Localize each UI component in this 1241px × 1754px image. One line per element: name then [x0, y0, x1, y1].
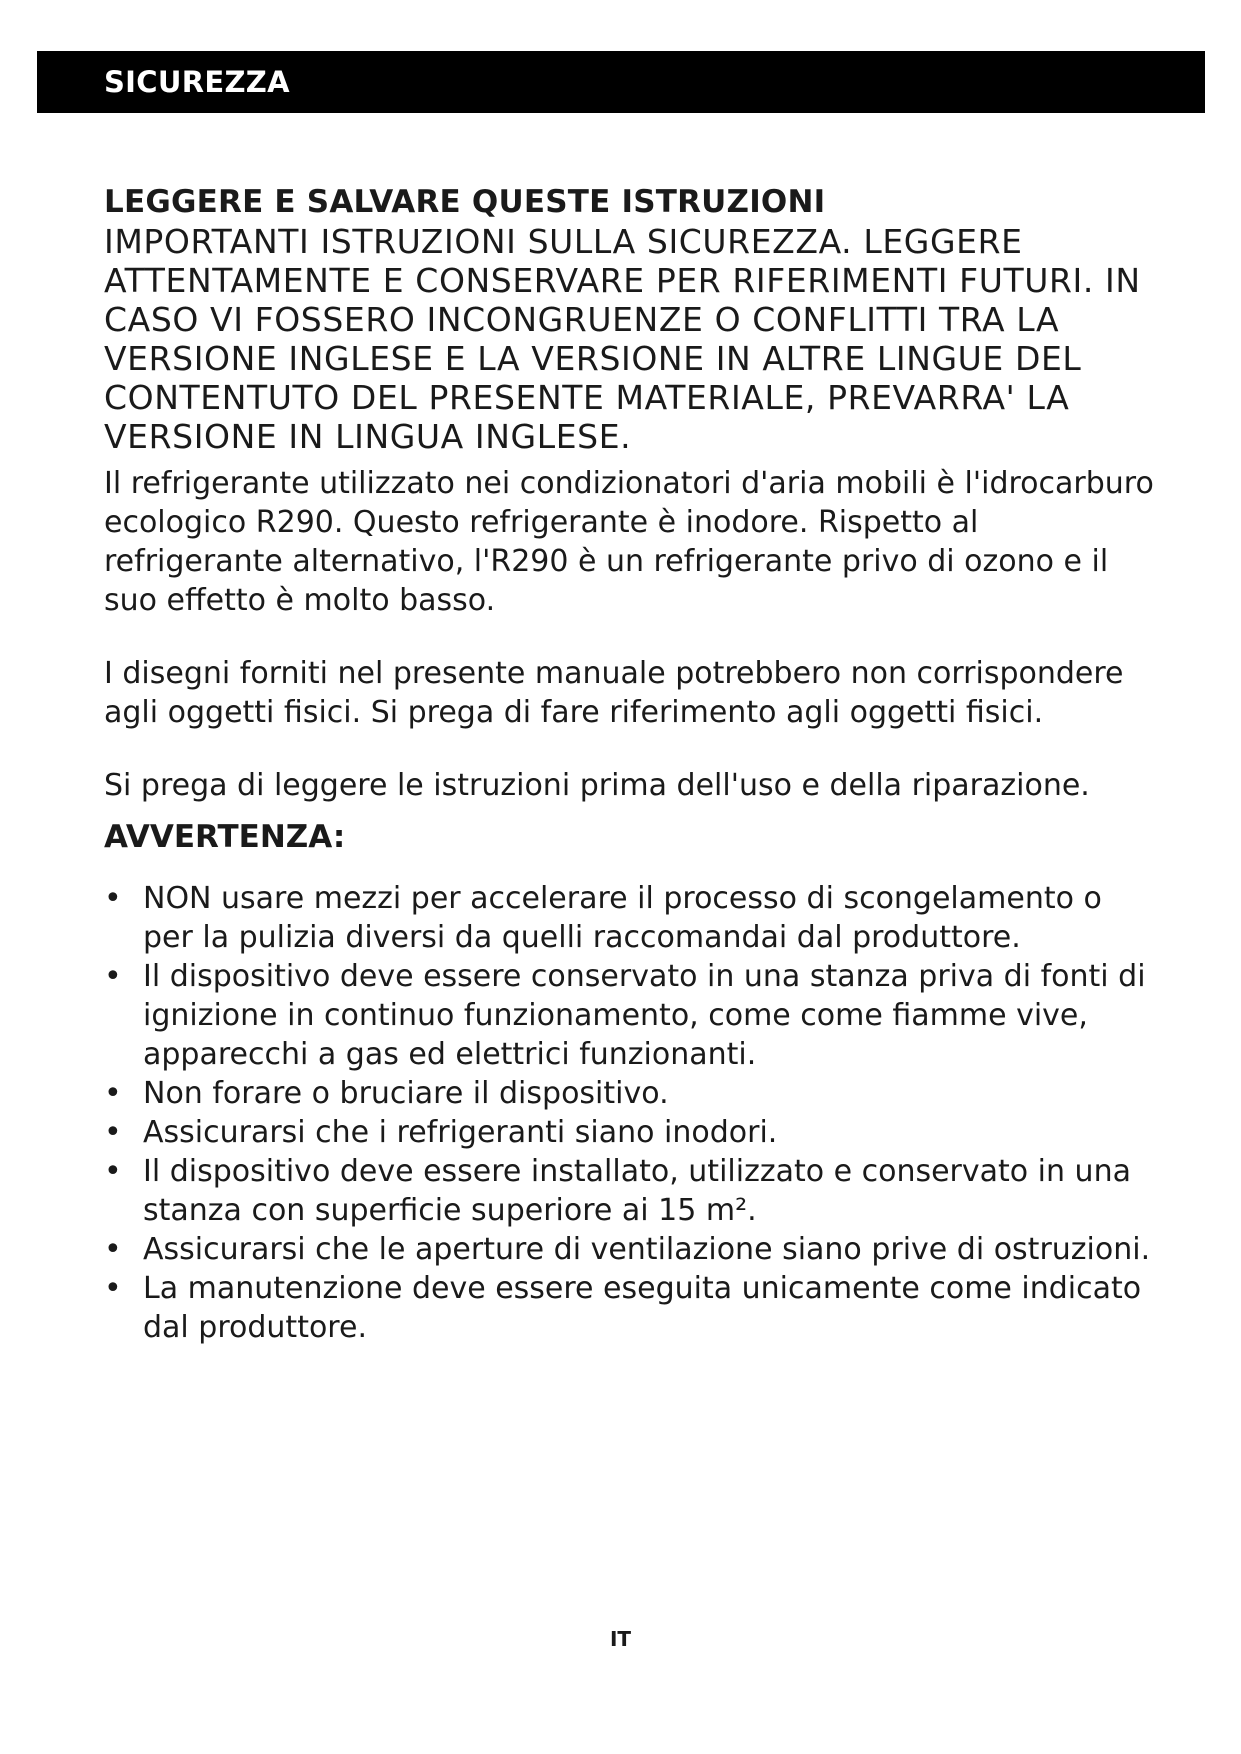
bullet-icon: • [104, 959, 122, 994]
warning-item [104, 879, 1154, 957]
warning-text: NON usare mezzi per accelerare il processo di scongelamento o per la pulizia diversi da quelli raccomandai dal produttore. [143, 881, 1102, 955]
read-instructions-paragraph: Si prega di leggere le istruzioni prima dell'uso e della riparazione. [104, 768, 1090, 803]
warning-text: La manutenzione deve essere eseguita unicamente come indicato dal produttore. [143, 1271, 1142, 1345]
language-page-label: IT [609, 1627, 632, 1651]
page-content [104, 182, 1154, 1347]
warning-text: Il dispositivo deve essere conservato in una stanza priva di fonti di ignizione in continuo funzionamento, come come fiamme vive, apparecchi a gas ed elettrici funzionanti. [143, 959, 1146, 1072]
drawings-paragraph: I disegni forniti nel presente manuale potrebbero non corrispondere agli oggetti fisici. Si prega di fare riferimento agli oggetti fisici. [104, 656, 1124, 730]
warning-text: Il dispositivo deve essere installato, utilizzato e conservato in una stanza con superficie superiore ai 15 m². [143, 1154, 1131, 1228]
warning-item [104, 957, 1154, 1074]
warning-item [104, 1230, 1154, 1269]
warning-title: AVVERTENZA: [104, 819, 346, 855]
warning-list [104, 879, 1154, 1347]
bullet-icon: • [104, 1115, 122, 1150]
bullet-icon: • [104, 1076, 122, 1111]
warning-item [104, 1152, 1154, 1230]
bullet-icon: • [104, 1232, 122, 1267]
section-header-bar [37, 51, 1205, 113]
bullet-icon: • [104, 1271, 122, 1306]
warning-item [104, 1113, 1154, 1152]
warning-text: Assicurarsi che i refrigeranti siano inodori. [143, 1115, 778, 1150]
refrigerant-paragraph: Il refrigerante utilizzato nei condizionatori d'aria mobili è l'idrocarburo ecologico R290. Questo refrigerante è inodore. Rispetto al refrigerante alternativo, l'R290 è un refrigerante privo di ozono e il suo effetto è molto basso. [104, 466, 1154, 618]
warning-item [104, 1074, 1154, 1113]
warning-text: Assicurarsi che le aperture di ventilazione siano prive di ostruzioni. [143, 1232, 1151, 1267]
warning-item [104, 1269, 1154, 1347]
bullet-icon: • [104, 881, 122, 916]
section-title: SICUREZZA [104, 65, 290, 99]
bullet-icon: • [104, 1154, 122, 1189]
instructions-heading: LEGGERE E SALVARE QUESTE ISTRUZIONI [104, 184, 826, 220]
important-safety-notice: IMPORTANTI ISTRUZIONI SULLA SICUREZZA. LEGGERE ATTENTAMENTE E CONSERVARE PER RIFERIMENTI FUTURI. IN CASO VI FOSSERO INCONGRUENZE O CONFLITTI TRA LA VERSIONE INGLESE E LA VERSIONE IN ALTRE LINGUE DEL CONTENTUTO DEL PRESENTE MATERIALE, PREVARRA' LA VERSIONE IN LINGUA INGLESE. [104, 222, 1141, 456]
warning-text: Non forare o bruciare il dispositivo. [143, 1076, 669, 1111]
